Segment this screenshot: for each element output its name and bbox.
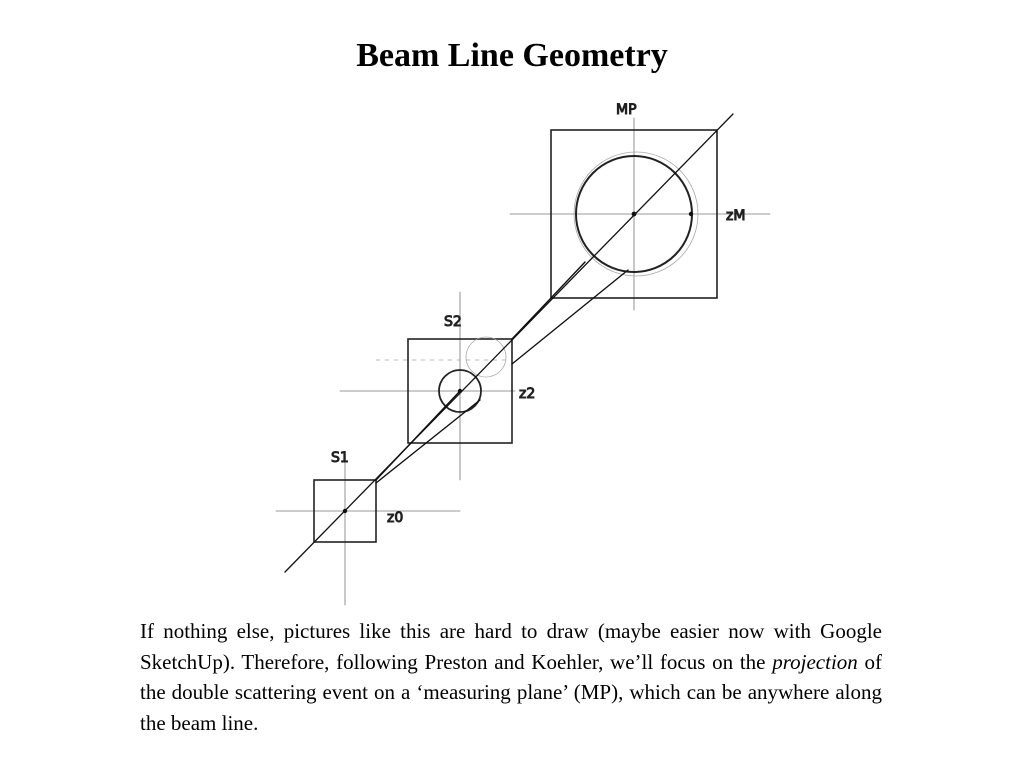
caption-paragraph xyxy=(140,616,882,738)
s2-ghost-circle xyxy=(466,337,506,377)
slide-title: Beam Line Geometry xyxy=(356,37,668,74)
caption-text-1: If nothing else, pictures like this are hard to draw (maybe easier now with Google SketchUp). Therefore, following Preston and Koehler, we’ll focus on the xyxy=(140,619,882,674)
label-s1: S1 xyxy=(331,450,349,466)
envelope-line-to-mp-upper xyxy=(512,298,551,339)
s2-scatterer xyxy=(340,292,515,480)
mp-edge-point xyxy=(689,212,693,216)
label-z0: z0 xyxy=(387,510,404,526)
central-beam-axis xyxy=(285,114,733,572)
envelope-line-upper xyxy=(376,391,460,480)
envelope-line-to-mp-lower xyxy=(512,270,628,364)
caption-emphasis: projection xyxy=(772,649,858,674)
label-s2: S2 xyxy=(444,314,462,330)
mp-diagonal-edge xyxy=(551,262,585,298)
label-z2: z2 xyxy=(519,386,536,402)
envelope-line-lower xyxy=(376,400,480,483)
label-mp: MP xyxy=(616,102,637,118)
caption-text-2: of the double scattering event on a ‘measuring plane’ (MP), which can be anywhere along the beam line. xyxy=(140,649,882,735)
label-zm: zM xyxy=(726,208,746,224)
beam-lines xyxy=(285,114,733,572)
s1-scatterer xyxy=(276,455,460,605)
